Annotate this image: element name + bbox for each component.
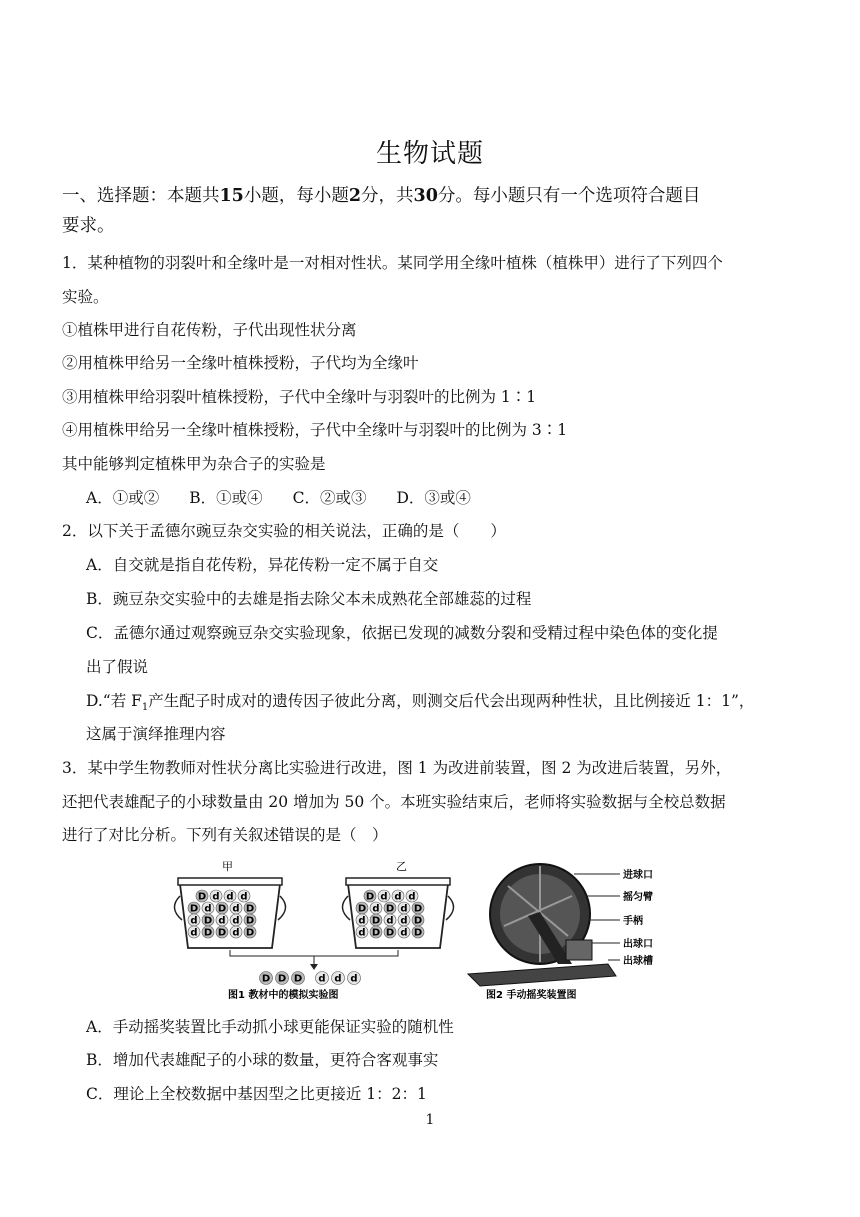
section-heading: 一、选择题：本题共15小题，每小题2分，共30分。每小题只有一个选项符合题目: [62, 186, 701, 206]
label-ball-outlet: 出球口: [623, 939, 653, 950]
bucket-yi-label: 乙: [396, 860, 407, 873]
q1-option-b[interactable]: B．①或④: [189, 489, 263, 507]
ball-letter: d: [232, 903, 240, 915]
page-number: 1: [425, 1112, 435, 1128]
q1-experiment-3: ③用植株甲给羽裂叶植株授粉，子代中全缘叶与羽裂叶的比例为 1∶1: [62, 388, 537, 406]
ball-letter: D: [217, 927, 227, 939]
q1-experiment-1: ①植株甲进行自花传粉，子代出现性状分离: [62, 321, 357, 339]
ball-letter: d: [358, 927, 366, 939]
ball-letter: d: [226, 891, 234, 903]
q1-option-a[interactable]: A．①或②: [86, 489, 160, 507]
q3-stem: 3．某中学生物教师对性状分离比实验进行改进，图 1 为改进前装置，图 2 为改进后装置，另外，: [62, 759, 732, 777]
ball-letter: D: [385, 927, 395, 939]
ball-letter: D: [245, 915, 255, 927]
result-balls: [260, 972, 361, 985]
ball-letter: D: [203, 927, 213, 939]
ball-letter: D: [245, 903, 255, 915]
ball-letter: D: [217, 903, 227, 915]
ball-letter: D: [371, 927, 381, 939]
label-ball-chute: 出球槽: [623, 956, 653, 967]
q1-option-c[interactable]: C．②或③: [292, 489, 367, 507]
fig2-caption: 图2 手动摇奖装置图: [486, 990, 577, 1001]
ball-letter: d: [232, 915, 240, 927]
ball-letter: d: [400, 927, 408, 939]
ball-letter: D: [203, 915, 213, 927]
ball-letter: D: [277, 973, 287, 985]
label-mixing-arm: 摇匀臂: [623, 892, 653, 903]
ball-letter: d: [400, 915, 408, 927]
q2-option-b[interactable]: B．豌豆杂交实验中的去雄是指去除父本未成熟花全部雄蕊的过程: [86, 590, 532, 608]
ball-letter: D: [385, 903, 395, 915]
lottery-machine: [468, 864, 616, 986]
ball-letter: D: [365, 891, 375, 903]
q3-option-a[interactable]: A．手动摇奖装置比手动抓小球更能保证实验的随机性: [86, 1018, 454, 1036]
q2-option-c-line2: 出了假说: [86, 658, 149, 676]
ball-letter: d: [358, 915, 366, 927]
ball-letter: d: [212, 891, 220, 903]
ball-letter: D: [413, 927, 423, 939]
q3-option-b[interactable]: B．增加代表雄配子的小球的数量，更符合客观事实: [86, 1051, 439, 1069]
ball-letter: d: [334, 973, 342, 985]
label-ball-inlet: 进球口: [623, 870, 653, 881]
ball-letter: D: [189, 903, 199, 915]
ball-letter: d: [232, 927, 240, 939]
ball-letter: D: [371, 915, 381, 927]
q1-experiment-2: ②用植株甲给另一全缘叶植株授粉，子代均为全缘叶: [62, 354, 419, 372]
bucket-jia: [174, 860, 285, 948]
ball-letter: D: [245, 927, 255, 939]
ball-letter: D: [413, 903, 423, 915]
ball-letter: d: [190, 927, 198, 939]
ball-letter: D: [293, 973, 303, 985]
q3-stem-line2: 还把代表雄配子的小球数量由 20 增加为 50 个。本班实验结束后，老师将实验数据与全校总数据: [62, 793, 726, 811]
q1-stem: 1．某种植物的羽裂叶和全缘叶是一对相对性状。某同学用全缘叶植株（植株甲）进行了下列四个: [62, 254, 723, 272]
q2-option-c[interactable]: C．孟德尔通过观察豌豆杂交实验现象，依据已发现的减数分裂和受精过程中染色体的变化提: [86, 624, 718, 642]
q1-stem-line2: 实验。: [62, 288, 109, 306]
fig1-caption: 图1 教材中的模拟实验图: [228, 990, 339, 1001]
q2-option-d-line2: 这属于演绎推理内容: [86, 725, 226, 743]
q2-option-a[interactable]: A．自交就是指自花传粉，异花传粉一定不属于自交: [86, 556, 439, 574]
q2-option-d[interactable]: D.“若 $F_1$产生配子时成对的遗传因子彼此分离，则测交后代会出现两种性状，且比例接近 1：1”，: [86, 692, 755, 714]
ball-letter: d: [318, 973, 326, 985]
label-handle: 手柄: [623, 916, 643, 927]
ball-letter: d: [204, 903, 212, 915]
q3-option-c[interactable]: C．理论上全校数据中基因型之比更接近 1：2：1: [86, 1085, 427, 1103]
q1-experiment-4: ④用植株甲给另一全缘叶植株授粉，子代中全缘叶与羽裂叶的比例为 3∶1: [62, 421, 568, 439]
q2-stem: 2．以下关于孟德尔豌豆杂交实验的相关说法，正确的是（ ）: [62, 522, 506, 540]
ball-letter: d: [350, 973, 358, 985]
ball-letter: d: [240, 891, 248, 903]
ball-letter: D: [261, 973, 271, 985]
q1-options: [86, 487, 501, 509]
experiment-figure: [168, 856, 698, 1006]
ball-letter: d: [408, 891, 416, 903]
ball-letter: d: [386, 915, 394, 927]
ball-letter: D: [357, 903, 367, 915]
ball-letter: d: [372, 903, 380, 915]
page-title: 生物试题: [375, 139, 484, 169]
ball-letter: d: [380, 891, 388, 903]
bucket-yi: [342, 860, 453, 948]
ball-letter: d: [218, 915, 226, 927]
ball-letter: d: [400, 903, 408, 915]
section-heading-line2: 要求。: [62, 216, 115, 236]
q1-option-d[interactable]: D．③或④: [396, 489, 471, 507]
ball-letter: d: [394, 891, 402, 903]
ball-letter: D: [413, 915, 423, 927]
q1-question: 其中能够判定植株甲为杂合子的实验是: [62, 455, 326, 473]
ball-letter: D: [197, 891, 207, 903]
ball-letter: d: [190, 915, 198, 927]
q3-stem-line3: 进行了对比分析。下列有关叙述错误的是（ ）: [62, 826, 388, 844]
bucket-jia-label: 甲: [222, 860, 233, 873]
